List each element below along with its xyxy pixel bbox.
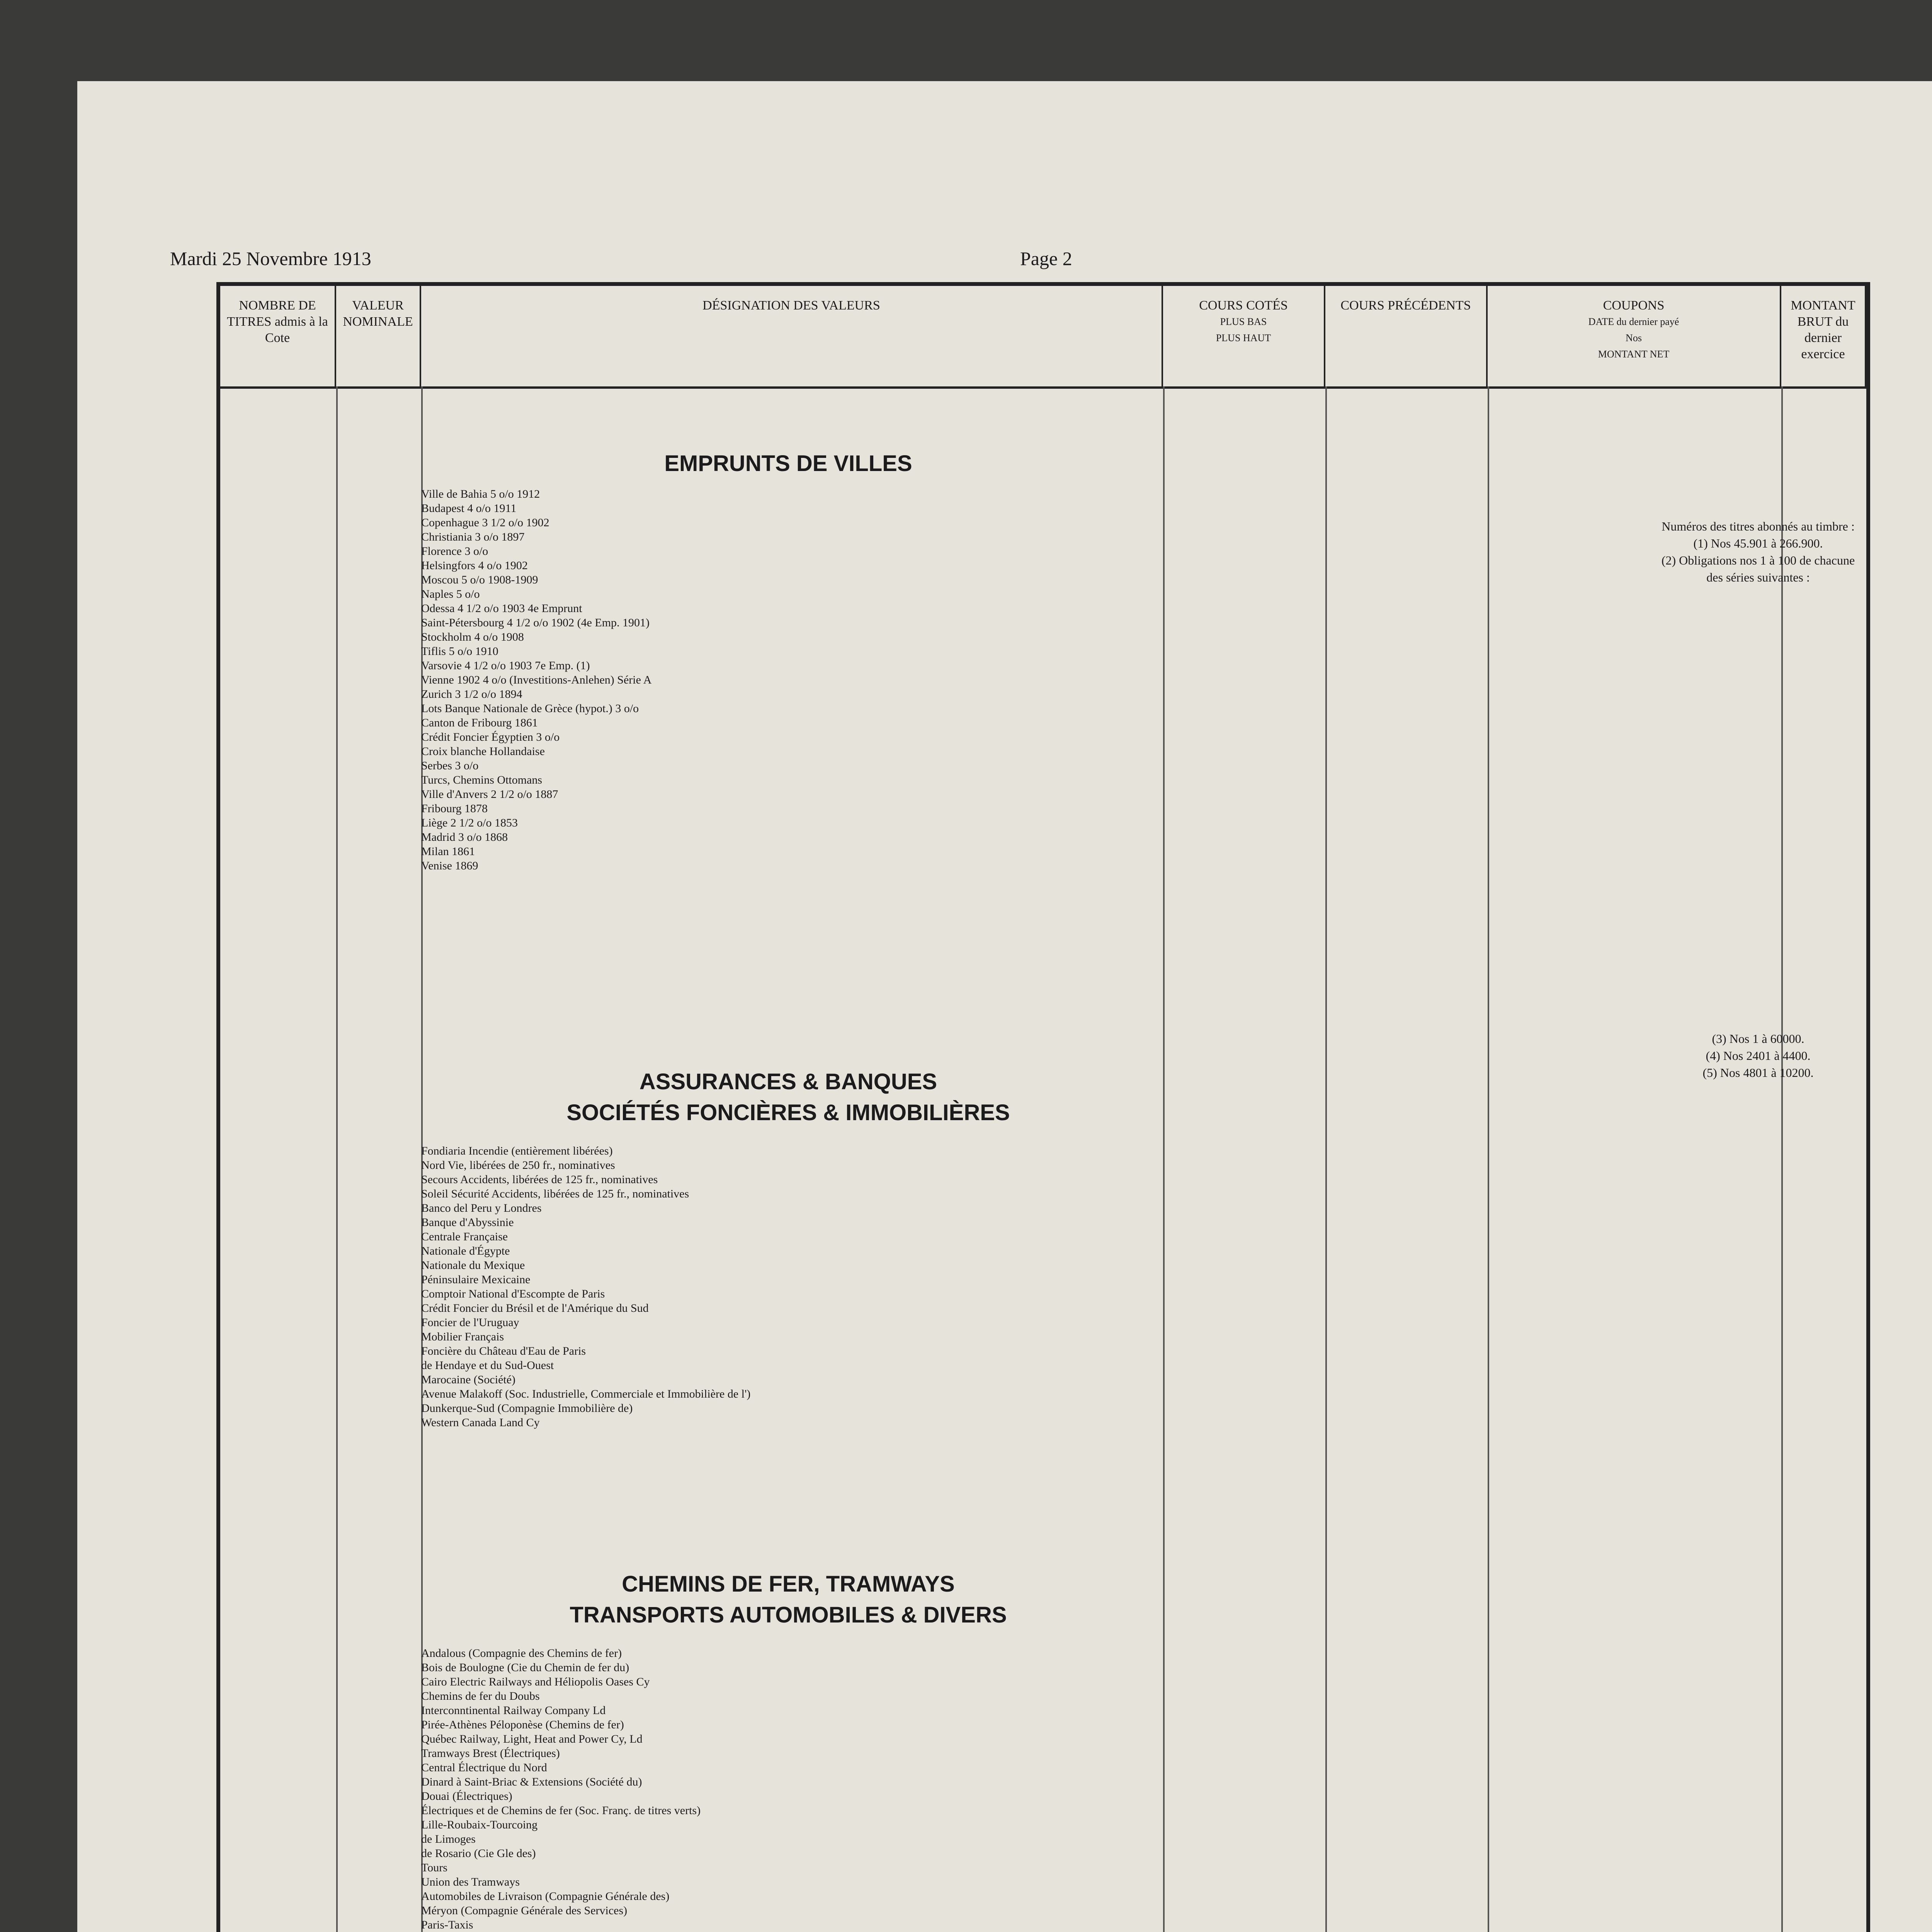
header-cours-precedents xyxy=(1325,286,1488,386)
observation-1: (1) Nos 45.901 à 266.900. xyxy=(1693,536,1823,550)
security-name: Western Canada Land Cy xyxy=(421,1416,540,1429)
security-row xyxy=(220,1358,1866,1372)
security-name: Banque d'Abyssinie xyxy=(421,1216,514,1229)
security-row xyxy=(220,1732,1866,1746)
security-name: Méryon (Compagnie Générale des Services) xyxy=(421,1904,628,1917)
security-name: Vienne 1902 4 o/o (Investitions-Anlehen) Série A xyxy=(421,673,652,686)
security-row xyxy=(220,616,1866,630)
security-row xyxy=(220,1675,1866,1689)
header-montant-brut: MONTANT BRUT du dernier exercice xyxy=(1781,286,1866,386)
security-row xyxy=(220,1903,1866,1918)
security-row xyxy=(220,1789,1866,1803)
security-name: Secours Accidents, libérées de 125 fr., nominatives xyxy=(421,1173,658,1186)
security-row xyxy=(220,1746,1866,1760)
security-name: Andalous (Compagnie des Chemins de fer) xyxy=(421,1647,622,1660)
cours-cotes-label: COURS COTÉS xyxy=(1199,298,1288,313)
security-name: Venise 1869 xyxy=(421,859,478,872)
security-row xyxy=(220,759,1866,773)
security-row xyxy=(220,1760,1866,1775)
date-dernier-paye-label: DATE du dernier payé xyxy=(1588,316,1679,327)
security-name: Tramways Brest (Électriques) xyxy=(421,1747,560,1760)
security-row xyxy=(220,1918,1866,1932)
security-name: Odessa 4 1/2 o/o 1903 4e Emprunt xyxy=(421,602,582,615)
section-title: SOCIÉTÉS FONCIÈRES & IMMOBILIÈRES xyxy=(566,1100,1010,1125)
security-row xyxy=(220,1861,1866,1875)
security-row xyxy=(220,801,1866,816)
security-name: Crédit Foncier Égyptien 3 o/o xyxy=(421,731,560,743)
security-row xyxy=(220,1301,1866,1315)
security-row xyxy=(220,1846,1866,1861)
security-name: Christiania 3 o/o 1897 xyxy=(421,531,525,543)
security-name: Lille-Roubaix-Tourcoing xyxy=(421,1818,538,1831)
security-row xyxy=(220,1187,1866,1201)
security-name: Automobiles de Livraison (Compagnie Générale des) xyxy=(421,1890,670,1903)
security-name: Nord Vie, libérées de 250 fr., nominatives xyxy=(421,1159,615,1172)
security-name: Serbes 3 o/o xyxy=(421,759,479,772)
security-row xyxy=(220,1703,1866,1718)
security-name: Stockholm 4 o/o 1908 xyxy=(421,631,524,643)
security-row xyxy=(220,844,1866,859)
security-name: Nationale du Mexique xyxy=(421,1259,525,1272)
security-name: Mobilier Français xyxy=(421,1330,504,1343)
security-name: Zurich 3 1/2 o/o 1894 xyxy=(421,688,522,701)
security-name: Banco del Peru y Londres xyxy=(421,1202,542,1214)
security-row xyxy=(220,1215,1866,1230)
assurances-banques-list xyxy=(220,1144,1866,1430)
security-row xyxy=(220,1287,1866,1301)
security-row xyxy=(220,1315,1866,1330)
security-row xyxy=(220,730,1866,744)
header-nombre: NOMBRE DE TITRES admis à la Cote xyxy=(220,286,336,386)
security-row xyxy=(220,716,1866,730)
security-row xyxy=(220,1818,1866,1832)
security-name: Naples 5 o/o xyxy=(421,588,480,600)
security-name: Crédit Foncier du Brésil et de l'Amérique du Sud xyxy=(421,1302,649,1315)
security-name: Cairo Electric Railways and Héliopolis Oases Cy xyxy=(421,1675,650,1688)
observation-2: (2) Obligations nos 1 à 100 de chacune des séries suivantes : xyxy=(1661,553,1855,584)
security-row xyxy=(220,644,1866,658)
plus-haut-label: PLUS HAUT xyxy=(1216,332,1271,344)
plus-bas-label: PLUS BAS xyxy=(1220,316,1267,327)
security-row xyxy=(220,501,1866,515)
running-head xyxy=(170,247,1870,274)
security-row xyxy=(220,1244,1866,1258)
security-row xyxy=(220,1718,1866,1732)
security-row xyxy=(220,1201,1866,1215)
page-number: Page 2 xyxy=(1020,248,1072,269)
security-name: Dinard à Saint-Briac & Extensions (Société du) xyxy=(421,1776,642,1788)
security-name: Copenhague 3 1/2 o/o 1902 xyxy=(421,516,549,529)
security-name: Florence 3 o/o xyxy=(421,545,488,558)
numero-label: Nos xyxy=(1626,332,1642,344)
security-row xyxy=(220,673,1866,687)
header-cours-cotes xyxy=(1163,286,1325,386)
security-row xyxy=(220,1258,1866,1272)
emprunts-villes-list xyxy=(220,487,1866,873)
security-row xyxy=(220,830,1866,844)
security-row xyxy=(220,1330,1866,1344)
security-row xyxy=(220,744,1866,759)
security-row xyxy=(220,1272,1866,1287)
security-name: Marocaine (Société) xyxy=(421,1373,516,1386)
security-row xyxy=(220,487,1866,501)
security-row xyxy=(220,787,1866,801)
security-name: Avenue Malakoff (Soc. Industrielle, Commerciale et Immobilière de l') xyxy=(421,1388,751,1400)
header-designation: DÉSIGNATION DES VALEURS xyxy=(421,286,1163,386)
security-name: Interconntinental Railway Company Ld xyxy=(421,1704,606,1717)
security-row xyxy=(220,544,1866,558)
security-name: Turcs, Chemins Ottomans xyxy=(421,774,543,786)
security-name: Madrid 3 o/o 1868 xyxy=(421,831,508,844)
security-name: Tiflis 5 o/o 1910 xyxy=(421,645,498,658)
security-row xyxy=(220,1803,1866,1818)
security-row xyxy=(220,630,1866,644)
security-name: Chemins de fer du Doubs xyxy=(421,1690,540,1702)
observation-numeros: Numéros des titres abonnés au timbre : xyxy=(1662,519,1855,533)
security-name: Croix blanche Hollandaise xyxy=(421,745,545,758)
security-row xyxy=(220,1889,1866,1903)
security-row xyxy=(220,859,1866,873)
security-name: Foncière du Château d'Eau de Paris xyxy=(421,1345,586,1357)
security-name: Helsingfors 4 o/o 1902 xyxy=(421,559,528,572)
security-row xyxy=(220,573,1866,587)
security-row xyxy=(220,1660,1866,1675)
security-row xyxy=(220,1344,1866,1358)
security-row xyxy=(220,701,1866,716)
security-name: Électriques et de Chemins de fer (Soc. Franç. de titres verts) xyxy=(421,1804,701,1817)
observation-4: (4) Nos 2401 à 4400. xyxy=(1706,1049,1811,1063)
security-name: Québec Railway, Light, Heat and Power Cy, Ld xyxy=(421,1733,643,1745)
security-row xyxy=(220,587,1866,601)
table-header xyxy=(220,286,1866,389)
security-row xyxy=(220,1415,1866,1430)
security-row xyxy=(220,1401,1866,1415)
quotation-table xyxy=(216,282,1870,1932)
security-row xyxy=(220,1387,1866,1401)
security-name: Varsovie 4 1/2 o/o 1903 7e Emp. (1) xyxy=(421,659,590,672)
security-row xyxy=(220,816,1866,830)
section-title: TRANSPORTS AUTOMOBILES & DIVERS xyxy=(570,1602,1007,1628)
header-valeur: VALEUR NOMINALE xyxy=(336,286,421,386)
observations-notes xyxy=(1658,518,1859,1081)
header-coupons xyxy=(1488,286,1781,386)
security-row xyxy=(220,1646,1866,1660)
security-row xyxy=(220,1144,1866,1158)
security-name: Foncier de l'Uruguay xyxy=(421,1316,519,1329)
security-row xyxy=(220,1775,1866,1789)
observation-3: (3) Nos 1 à 60000. xyxy=(1712,1032,1804,1046)
security-row xyxy=(220,658,1866,673)
security-row xyxy=(220,530,1866,544)
chemins-de-fer-list xyxy=(220,1646,1866,1932)
security-name: Union des Tramways xyxy=(421,1876,520,1888)
coupons-label: COUPONS xyxy=(1603,298,1665,313)
security-name: de Hendaye et du Sud-Ouest xyxy=(421,1359,554,1372)
security-row xyxy=(220,773,1866,787)
observation-5: (5) Nos 4801 à 10200. xyxy=(1702,1066,1814,1080)
security-name: Liège 2 1/2 o/o 1853 xyxy=(421,816,518,829)
security-name: Bois de Boulogne (Cie du Chemin de fer du) xyxy=(421,1661,629,1674)
security-name: de Limoges xyxy=(421,1833,476,1845)
security-name: Comptoir National d'Escompte de Paris xyxy=(421,1287,605,1300)
security-row xyxy=(220,1832,1866,1846)
security-name: Budapest 4 o/o 1911 xyxy=(421,502,517,515)
security-name: Soleil Sécurité Accidents, libérées de 125 fr., nominatives xyxy=(421,1187,689,1200)
security-name: Lots Banque Nationale de Grèce (hypot.) 3 o/o xyxy=(421,702,639,715)
security-name: de Rosario (Cie Gle des) xyxy=(421,1847,536,1860)
security-row xyxy=(220,558,1866,573)
security-row xyxy=(220,1172,1866,1187)
security-name: Moscou 5 o/o 1908-1909 xyxy=(421,573,538,586)
section-title: ASSURANCES & BANQUES xyxy=(639,1069,937,1094)
observation-spacer xyxy=(1658,586,1859,1030)
security-name: Ville d'Anvers 2 1/2 o/o 1887 xyxy=(421,788,558,801)
security-name: Central Électrique du Nord xyxy=(421,1761,547,1774)
section-title: EMPRUNTS DE VILLES xyxy=(664,451,912,476)
security-row xyxy=(220,1158,1866,1172)
security-row xyxy=(220,515,1866,530)
security-name: Canton de Fribourg 1861 xyxy=(421,716,538,729)
security-name: Centrale Française xyxy=(421,1230,508,1243)
security-row xyxy=(220,601,1866,616)
security-row xyxy=(220,1875,1866,1889)
security-name: Douai (Électriques) xyxy=(421,1790,512,1803)
security-row xyxy=(220,687,1866,701)
security-name: Tours xyxy=(421,1861,447,1874)
security-name: Nationale d'Égypte xyxy=(421,1245,510,1257)
security-name: Pirée-Athènes Péloponèse (Chemins de fer) xyxy=(421,1718,624,1731)
security-row xyxy=(220,1689,1866,1703)
issue-date: Mardi 25 Novembre 1913 xyxy=(170,248,371,269)
security-name: Paris-Taxis xyxy=(421,1918,473,1931)
security-name: Péninsulaire Mexicaine xyxy=(421,1273,531,1286)
security-name: Dunkerque-Sud (Compagnie Immobilière de) xyxy=(421,1402,633,1415)
section-title: CHEMINS DE FER, TRAMWAYS xyxy=(622,1571,955,1597)
security-row xyxy=(220,1230,1866,1244)
security-name: Milan 1861 xyxy=(421,845,475,858)
security-name: Saint-Pétersbourg 4 1/2 o/o 1902 (4e Emp. 1901) xyxy=(421,616,650,629)
security-name: Fribourg 1878 xyxy=(421,802,488,815)
cours-precedents-label: COURS PRÉCÉDENTS xyxy=(1340,298,1471,313)
security-row xyxy=(220,1372,1866,1387)
security-name: Fondiaria Incendie (entièrement libérées) xyxy=(421,1145,613,1157)
montant-net-label: MONTANT NET xyxy=(1598,349,1670,360)
security-name: Ville de Bahia 5 o/o 1912 xyxy=(421,488,540,500)
